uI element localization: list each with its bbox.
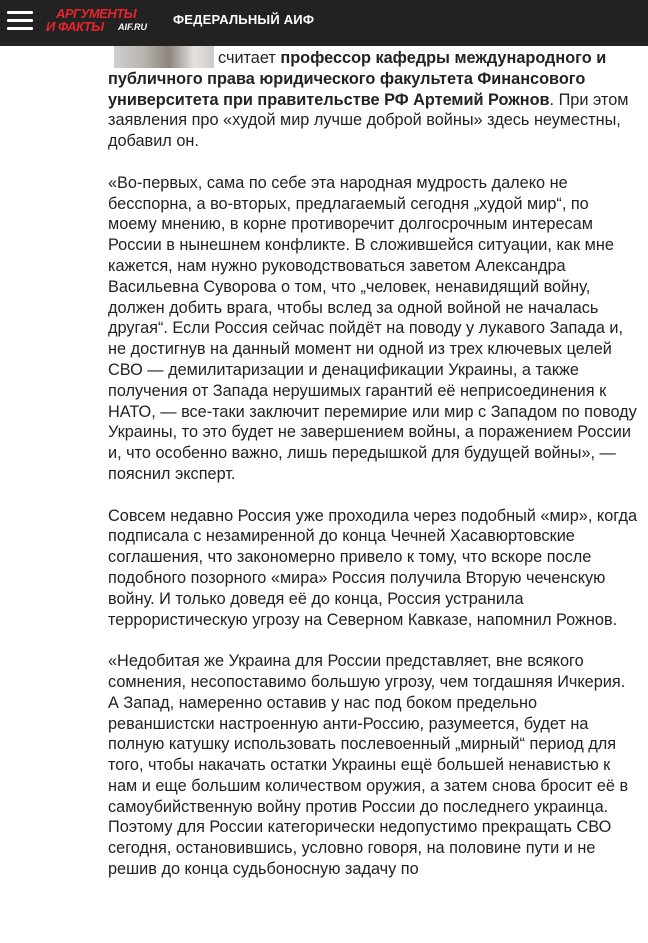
article-paragraph: «Недобитая же Украина для России представляет, вне всякого сомнения, несопоставимо большую угрозу, чем тогдашняя Ичкерия. А Запад, намеренно оставив у нас под боком предельно реваншистски настроенную анти-Россию, разумеется, будет на полную катушку использовать послевоенный „мирный“ период для того, чтобы накачать остатки Украины ещё большей ненавистью к нам и еще большим количеством оружия, а затем снова бросит её в самоубийственную войну против России до последнего украинца. Поэтому для России категорически недопустимо прекращать СВО сегодня, остановившись, условно говоря, на половине пути и не решив до конца судьбоносную задачу по [108, 652, 629, 879]
menu-icon[interactable] [7, 9, 33, 33]
section-link[interactable]: ФЕДЕРАЛЬНЫЙ АИФ [173, 12, 315, 27]
logo-text-top: АРГУМЕНТЫ [56, 6, 137, 21]
top-header [0, 0, 648, 46]
article-paragraph: «Во-первых, сама по себе эта народная мудрость далеко не бесспорна, а во-вторых, предлагаемый сегодня „худой мир“, по моему мнению, в корне противоречит долгосрочным интересам России в нынешнем конфликте. В сложившейся ситуации, как мне кажется, нам нужно руководствоваться заветом Александра Васильевна Суворова о том, что „человек, ненавидящий войну, должен добить врага, чтобы вслед за одной войной не началась другая“. Если Россия сейчас пойдёт на поводу у лукавого Запада и, не достигнув на данный момент ни одной из трех ключевых целей СВО — демилитаризации и денацификации Украины, а также получения от Запада нерушимых гарантий её неприсоединения к НАТО, — все-таки заключит перемирие или мир с Западом по поводу Украины, то это будет не завершением войны, а поражением России и, что особенно важно, лишь передышкой для будущей войны», — пояснил эксперт. [108, 173, 637, 483]
paragraph-rest: . При этом заявления про «худой мир лучше доброй войны» здесь неуместны, добавил он. [108, 90, 629, 151]
article-body [108, 48, 640, 901]
site-logo[interactable] [46, 5, 146, 41]
logo-text-bottom: И ФАКТЫ [46, 19, 104, 34]
expert-name: профессор кафедры международного и публичного права юридического факультета Финансового университета при правительстве РФ Артемий Рожнов [108, 49, 607, 109]
article-paragraph: Совсем недавно Россия уже проходила через подобный «мир», когда подписала с незамиренной до конца Чечней Хасавюртовские соглашения, что закономерно привело к тому, что вскоре после подобного позорного «мира» Россия получила Вторую чеченскую войну. И только доведя её до конца, Россия устранила террористическую угрозу на Северном Кавказе, напомнил Рожнов. [108, 506, 638, 629]
article-paragraph [108, 48, 640, 152]
paragraph-lead: считает [218, 49, 281, 67]
logo-domain: AIF.RU [118, 22, 147, 32]
